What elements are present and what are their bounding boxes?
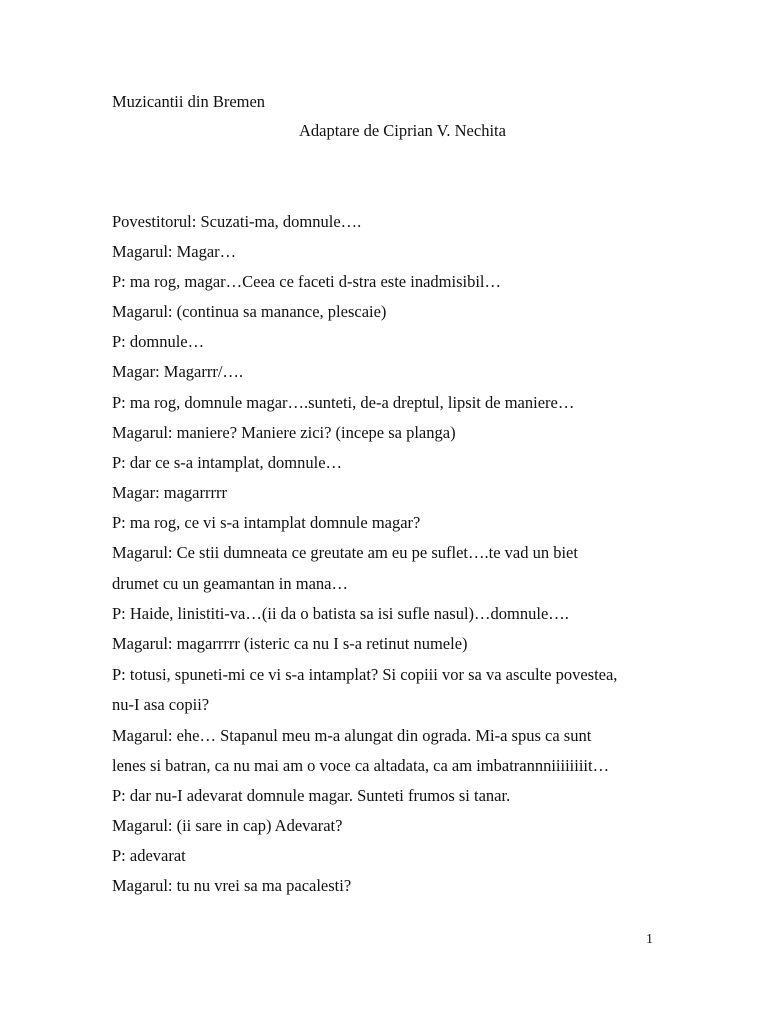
dialogue-line: P: dar nu-I adevarat domnule magar. Sunteti frumos si tanar. [112,786,511,805]
dialogue-line: lenes si batran, ca nu mai am o voce ca altadata, ca am imbatrannniiiiiiiit… [112,756,610,775]
dialogue-line: Povestitorul: Scuzati-ma, domnule…. [112,212,362,231]
dialogue-line: Magarul: ehe… Stapanul meu m-a alungat din ograda. Mi-a spus ca sunt [112,726,592,745]
dialogue-line: Magarul: Ce stii dumneata ce greutate am eu pe suflet….te vad un biet [112,543,578,562]
dialogue-line: Magarul: tu nu vrei sa ma pacalesti? [112,876,352,895]
document-title: Muzicantii din Bremen [112,92,266,111]
dialogue-line: Magar: magarrrrr [112,483,227,502]
dialogue-line: nu-I asa copii? [112,695,210,714]
dialogue-line: P: dar ce s-a intamplat, domnule… [112,453,343,472]
dialogue-line: P: ma rog, magar…Ceea ce faceti d-stra este inadmisibil… [112,272,501,291]
dialogue-line: P: Haide, linistiti-va…(ii da o batista sa isi sufle nasul)…domnule…. [112,604,569,623]
dialogue-line: Magarul: maniere? Maniere zici? (incepe sa planga) [112,423,456,442]
dialogue-line: P: ma rog, domnule magar….sunteti, de-a dreptul, lipsit de maniere… [112,393,575,412]
dialogue-line: Magarul: Magar… [112,242,237,261]
dialogue-line: P: totusi, spuneti-mi ce vi s-a intamplat? Si copiii vor sa va asculte povestea, [112,665,618,684]
dialogue-line: P: adevarat [112,846,186,865]
dialogue-line: P: domnule… [112,332,205,351]
dialogue-line: drumet cu un geamantan in mana… [112,574,348,593]
dialogue-line: Magarul: (ii sare in cap) Adevarat? [112,816,343,835]
dialogue-line: Magarul: (continua sa manance, plescaie) [112,302,387,321]
dialogue-line: Magar: Magarrr/…. [112,362,244,381]
dialogue-line: Magarul: magarrrrr (isteric ca nu I s-a retinut numele) [112,634,468,653]
document-subtitle: Adaptare de Ciprian V. Nechita [299,121,506,140]
dialogue-line: P: ma rog, ce vi s-a intamplat domnule magar? [112,513,421,532]
page-number: 1 [646,932,653,947]
